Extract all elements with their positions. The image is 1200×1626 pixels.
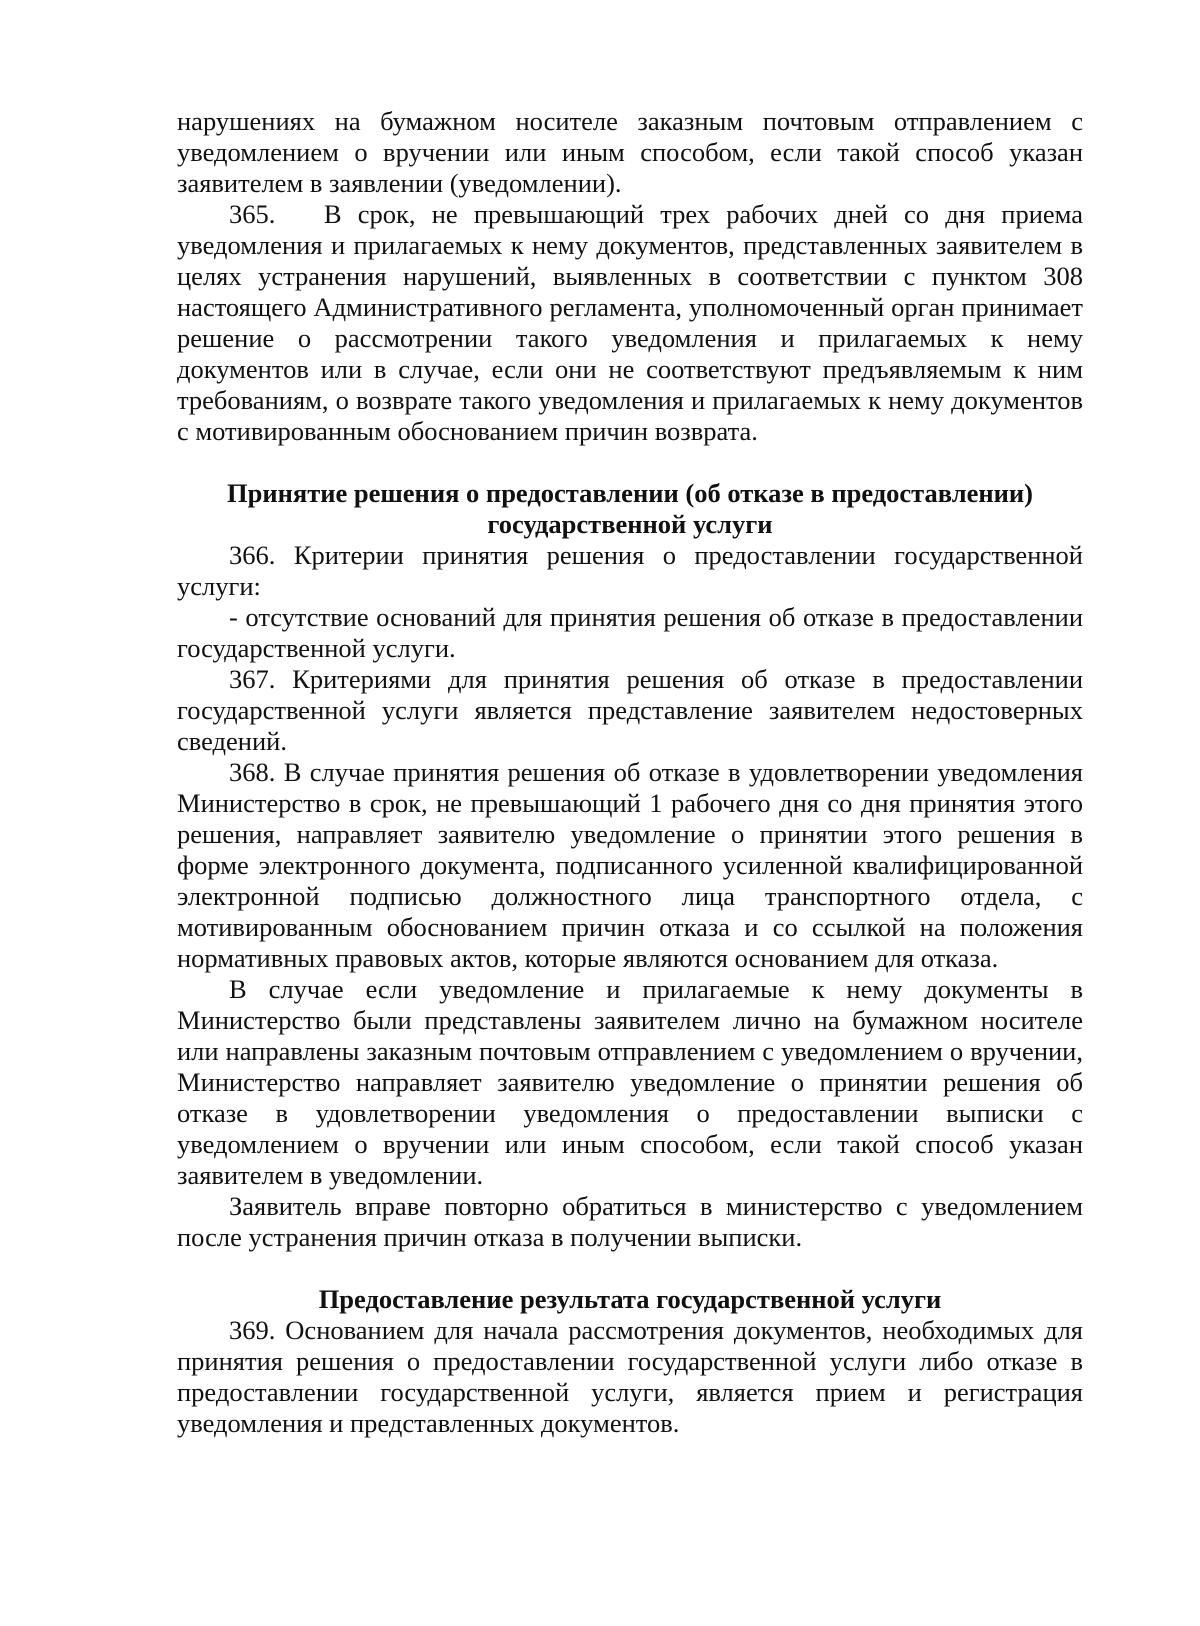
paragraph-366-item: - отсутствие оснований для принятия решения об отказе в предоставлении государственной услуги. xyxy=(177,602,1083,663)
paragraph-368-b: В случае если уведомление и прилагаемые к нему документы в Министерство были представлены заявителем лично на бумажном носителе или направлены заказным почтовым отправлением с уведомлением о вручении, Министерство направляет заявителю уведомление о принятии решения об отказе в удовлетворении уведомления о предоставлении выписки с уведомлением о вручении или иным способом, если такой способ указан заявителем в уведомлении. xyxy=(177,974,1083,1190)
section-heading-decision-line1: Принятие решения о предоставлении (об отказе в предоставлении) xyxy=(227,478,1033,508)
paragraph-continuation: нарушениях на бумажном носителе заказным почтовым отправлением с уведомлением о вручении или иным способом, если такой способ указан заявителем в заявлении (уведомлении). xyxy=(177,106,1083,198)
paragraph-365: 365. В срок, не превышающий трех рабочих дней со дня приема уведомления и прилагаемых к нему документов, представленных заявителем в целях устранения нарушений, выявленных в соответствии с пунктом 308 настоящего Административного регламента, уполномоченный орган принимает решение о рассмотрении такого уведомления и прилагаемых к нему документов или в случае, если они не соответствуют предъявляемым к ним требованиям, о возврате такого уведомления и прилагаемых к нему документов с мотивированным обоснованием причин возврата. xyxy=(177,199,1083,446)
section-decision xyxy=(177,478,1083,1253)
section-heading-decision-line2: государственной услуги xyxy=(487,509,773,539)
paragraph-366: 366. Критерии принятия решения о предоставлении государственной услуги: xyxy=(177,540,1083,601)
section-result xyxy=(177,1284,1083,1439)
document-body xyxy=(177,106,1083,1439)
paragraph-368-c: Заявитель вправе повторно обратиться в министерство с уведомлением после устранения причин отказа в получении выписки. xyxy=(177,1191,1083,1252)
section-heading-result: Предоставление результата государственной услуги xyxy=(318,1284,942,1314)
paragraph-369: 369. Основанием для начала рассмотрения документов, необходимых для принятия решения о предоставлении государственной услуги либо отказе в предоставлении государственной услуги, является прием и регистрация уведомления и представленных документов. xyxy=(177,1315,1083,1438)
paragraph-368: 368. В случае принятия решения об отказе в удовлетворении уведомления Министерство в срок, не превышающий 1 рабочего дня со дня принятия этого решения, направляет заявителю уведомление о принятии этого решения в форме электронного документа, подписанного усиленной квалифицированной электронной подписью должностного лица транспортного отдела, с мотивированным обоснованием причин отказа и со ссылкой на положения нормативных правовых актов, которые являются основанием для отказа. xyxy=(177,757,1083,973)
paragraph-367: 367. Критериями для принятия решения об отказе в предоставлении государственной услуги является представление заявителем недостоверных сведений. xyxy=(177,664,1083,756)
